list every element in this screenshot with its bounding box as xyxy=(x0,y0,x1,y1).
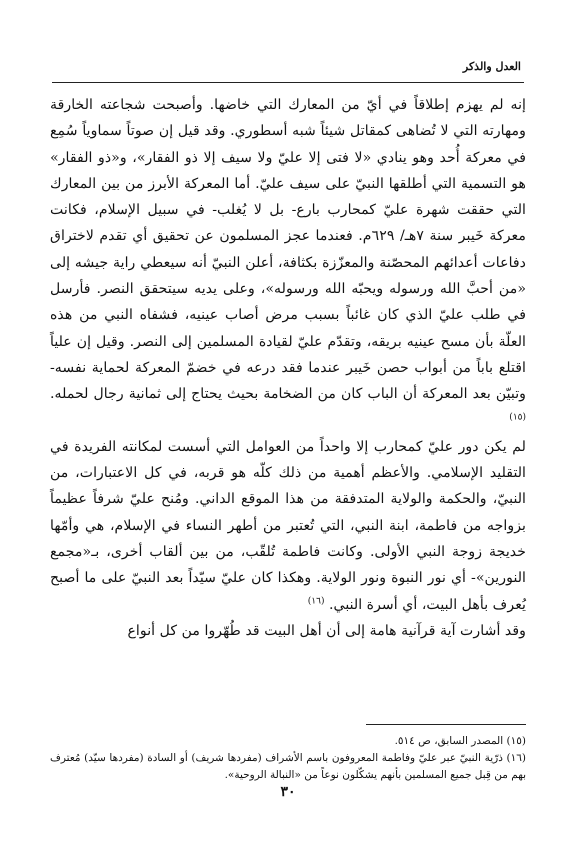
footnote-rule xyxy=(366,724,526,725)
footnotes xyxy=(50,733,526,784)
paragraph xyxy=(50,92,526,434)
running-head: العدل والذكر xyxy=(462,60,521,73)
footnote: (١٦) ذرّية النبيّ عبر عليّ وفاطمة المعروفون باسم الأشراف (مفردها شريف) أو السادة (مفردها سيّد) مُعترف بهم من قِبل جميع المسلمين بأنهم يشكّلون نوعاً من «النبالة الروحية». xyxy=(50,752,526,781)
page-number: ٣٠ xyxy=(280,784,296,800)
header-rule xyxy=(52,82,524,83)
paragraph-text: وقد أشارت آية قرآنية هامة إلى أن أهل البيت قد طُهّروا من كل أنواع xyxy=(127,622,526,639)
footnote: (١٥) المصدر السابق، ص ٥١٤. xyxy=(394,735,526,747)
footnote-reference: (١٥) xyxy=(509,411,526,422)
paragraph-text: لم يكن دور عليّ كمحارب إلا واحداً من العوامل التي أسست لمكانته الفريدة في التقليد الإسلامي. والأعظم أهمية من ذلك كلّه هو قربه، في كل الاعتبارات، من النبيّ، والحكمة والولاية المتدفقة من هذا الموقع الداني. ومُنح عليّ شرفاً عظيماً بزواجه من فاطمة، ابنة النبي، التي تُعتبر من أطهر النساء في الإسلام، هي وأمّها خديجة زوجة النبي الأولى. وكانت فاطمة تُلقّب، من بين ألقاب أخرى، بـ«مجمع النورين»- أي نور النبوة ونور الولاية. وهكذا كان عليّ سيّداً بعد النبيّ على ما أصبح يُعرف بأهل البيت، أي أسرة النبي. xyxy=(50,438,526,613)
paragraph-text: إنه لم يهزم إطلاقاً في أيّ من المعارك التي خاضها. وأصبحت شجاعته الخارقة ومهارته التي لا تُضاهى كمقاتل شيئاً شبه أسطوري. وقد قيل إن صوتاً سماوياً سُمِع في معركة أُحد وهو ينادي «لا فتى إلا عليّ ولا سيف إلا ذو الفقار»، و«ذو الفقار» هو التسمية التي أطلقها النبيّ على سيف عليّ. أما المعركة الأبرز من بين المعارك التي حققت شهرة عليّ كمحارب بارع- بل لا يُغلب- في سبيل الإسلام، فكانت معركة خَيبر سنة ٧هـ/ ٦٢٩م. فعندما عجز المسلمون عن تحقيق أي تقدم لاختراق دفاعات أعدائهم المحصّنة والمعزّزة بكثافة، أعلن النبيّ أنه سيعطي راية جيشه إلى «من أحبَّ الله ورسوله ويحبّه الله ورسوله»، وعلى يديه سيتحقق النصر. فأرسل في طلب عليّ الذي كان غائباً بسبب مرض أصاب عينيه، فشفاه النبي من هذه العلّة بأن مسح عينيه بريقه، وتقدّم عليّ لقيادة المسلمين إلى النصر. وقيل إن علياً اقتلع باباً من أبواب حصن خَيبر عندما فقد درعه في خضمّ المعركة لحماية نفسه- وتبيّن بعد المعركة أن الباب كان من الضخامة بحيث يحتاج إلى ثمانية رجال لحمله. xyxy=(50,97,526,403)
paragraph xyxy=(50,434,526,618)
footnote-reference: (١٦) xyxy=(307,595,325,606)
paragraph xyxy=(50,618,526,644)
main-text xyxy=(50,92,526,644)
